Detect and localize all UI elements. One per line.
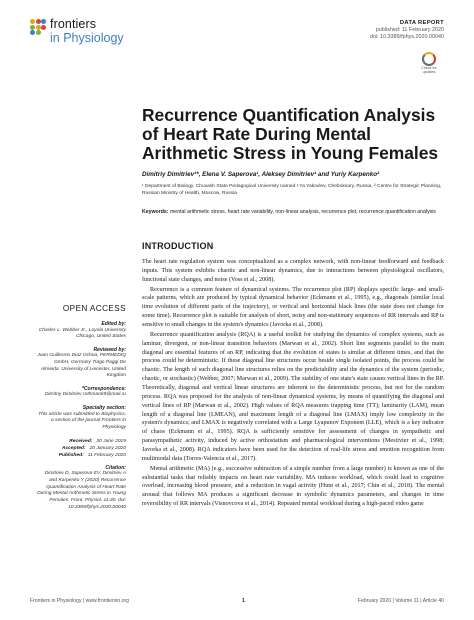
page-footer <box>30 598 444 604</box>
reviewed-by-label: Reviewed by: <box>93 346 126 353</box>
correspondence <box>36 386 126 399</box>
article-meta <box>370 20 444 41</box>
specialty-value: This article was submitted to Biophysics, a section of the journal Frontiers in Physiology <box>38 411 126 430</box>
edited-by <box>36 321 126 341</box>
logo-journal: in Physiology <box>50 30 124 45</box>
date-label: Published: <box>58 452 84 458</box>
reviewed-by <box>36 347 126 380</box>
specialty-label: Specialty section: <box>82 405 126 412</box>
open-access-label: OPEN ACCESS <box>62 304 126 313</box>
reviewed-by-value: Juan Guillermo Diaz Ochoa, PERMEDIQ GmbH, Germany Tiago Paggi De Almeida, University of Leicester, United Kingdom <box>37 353 126 379</box>
citation-label: Citation: <box>105 464 126 471</box>
footer-journal-link[interactable]: Frontiers in Physiology | www.frontiersin.org <box>30 598 129 604</box>
date-label: Accepted: <box>61 445 86 451</box>
published-date: published: 11 February 2020 <box>375 27 444 34</box>
article-title: Recurrence Quantification Analysis of Heart Rate During Mental Arithmetic Stress in Young Females <box>142 105 439 163</box>
date-accepted <box>36 445 126 452</box>
article-sidebar <box>36 304 126 517</box>
date-value: 20 January 2020 <box>89 445 126 451</box>
correspondence-label: *Correspondence: <box>81 385 126 392</box>
keywords-text: mental arithmetic stress, heart rate variability, non-linear analysis, recurrence plot, recurrence quantification analysis <box>169 209 437 215</box>
footer-issue-info: February 2020 | Volume 11 | Article 40 <box>357 598 444 604</box>
date-value: 11 February 2020 <box>87 452 126 458</box>
body-paragraph: Recurrence quantification analysis (RQA) is a useful toolkit for studying the dynamics of complex systems, such as laminar, divergent, or non-linear transition behaviors (Marwan et al., 2002). Short line segments parallel to the main diagonal are essential features of an RP, indicating that the evolution of states is similar at different times, and that the process could be deterministic. If these diagonal line structures occur beside single isolated points, the process could be chaotic. The length of such diagonal line structures relies on the predictability and the dynamics of the system (periodic, chaotic, or stochastic) (Webber, 2007; Marwan et al., 2009). The stability of one state's state causes vertical lines in the RP. Theoretically, diagonal and vertical linear structures are inherent to the deterministic process, but not for the random process. RQA was proposed for the analysis of non-linear dynamical systems, by means of quantifying the diagonal and vertical lines of RP (Marwan et al., 2002). High values of RQA measures trapping time (TT); laminarity (LAM), mean length of a diagonal line (LMEAN), and maximum length of a diagonal line (LMAX) imply low complexity in the system's dynamics; and LMAX is negatively correlated with a Large Lyapunov Exponent (LLE), which is a key indicator of chaos (Eckmann et al., 1995). RQA is sufficiently sensitive for assessment of changes in sympathetic and parasympathetic activity, induced by active orthostatism and pharmacological interventions (Mestivier et al., 1998; Javorka et al., 2008). RQA indicators have been used for the detection of real-life stress and emotion recognition from multimodal data (Torres-Valencia et al., 2017). <box>142 331 444 462</box>
date-label: Received: <box>69 438 93 444</box>
crossmark-icon <box>422 52 436 66</box>
page-number: 1 <box>242 598 245 604</box>
date-published <box>36 452 126 459</box>
body-paragraph: Recurrence is a common feature of dynamical systems. The recurrence plot (RP) displays specific large- and small-scale patterns, which are produced by typical dynamical behavior (Eckmann et al., 1995), e.g., diagonals (similar local time evolution of different parts of the trajectory), or vertical and horizontal black lines (the state does not change for some time). Recurrence plot is suitable for analysis of short, noisy and non-stationary sequences of RR intervals and RP is sensitive to small changes in the system's dynamics (Javorka et al., 2008). <box>142 286 444 329</box>
citation <box>36 465 126 511</box>
correspondence-value[interactable]: Dimitriy Dimitriev rothman69@mail.ru <box>44 392 126 398</box>
article-dates <box>36 438 126 459</box>
article-type: DATA REPORT <box>399 20 444 26</box>
article-body <box>142 258 444 510</box>
date-value: 30 June 2019 <box>96 438 126 444</box>
frontiers-dots-icon <box>30 19 46 35</box>
edited-by-value: Charles L. Webber Jr., Loyola University Chicago, United States <box>38 327 126 340</box>
section-heading-introduction: INTRODUCTION <box>142 241 214 251</box>
edited-by-label: Edited by: <box>101 321 126 327</box>
citation-value: Dimitriev D, Saperova EV, Dimitriev A and Karpenko Y (2020) Recurrence Quantification Analysis of Heart Rate During Mental Arithmetic Stress in Young Females. Front. Physiol. 11:40. doi: 10.3389/fphys.2020.00040 <box>37 471 126 510</box>
logo-brand: frontiers <box>50 17 97 31</box>
doi-link[interactable]: doi: 10.3389/fphys.2020.00040 <box>369 33 444 40</box>
frontiers-logo[interactable] <box>30 18 124 44</box>
crossmark-button[interactable] <box>418 52 440 75</box>
body-paragraph: Mental arithmetic (MA) (e.g., successive subtraction of a simple number from a large number) is known as one of the substantial tasks that reliably impacts on heart rate variability. MA induces workload, which could lead to cognitive overload, increasing blood pressure, and a reduction in vagal activity (Hunt et al., 2017; Chin et al., 2018). The mental arousal that follows MA produces a significant decrease in symbolic dynamics parameters, and changes in time reversibility of RR intervals (Visnovcova et al., 2014). Repeated mental workload during a high-paced video game <box>142 465 444 508</box>
crossmark-label: Check for updates <box>421 66 437 74</box>
keywords-label: Keywords: <box>142 209 169 215</box>
specialty-section <box>36 405 126 431</box>
affiliations: ¹ Department of Biology, Chuvash State Pedagogical University named I Ya Yakovlev, Cheboksary, Russia, ² Centre for Strategic Planning, Russian Ministry of Health, Moscow, Russia <box>142 184 442 196</box>
author-list[interactable]: Dimitriy Dimitriev¹*, Elena V. Saperova¹, Aleksey Dimitriev¹ and Yuriy Karpenko² <box>142 171 380 178</box>
keywords <box>142 209 442 216</box>
body-paragraph: The heart rate regulation system was conceptualized as a complex network, with non-linear feedforward and feedback inputs. This system exhibits chaotic and non-linear dynamics, due to interactions between physiological oscillators, functional state changes, and noise (Voss et al., 2008). <box>142 259 444 283</box>
date-received <box>36 438 126 445</box>
